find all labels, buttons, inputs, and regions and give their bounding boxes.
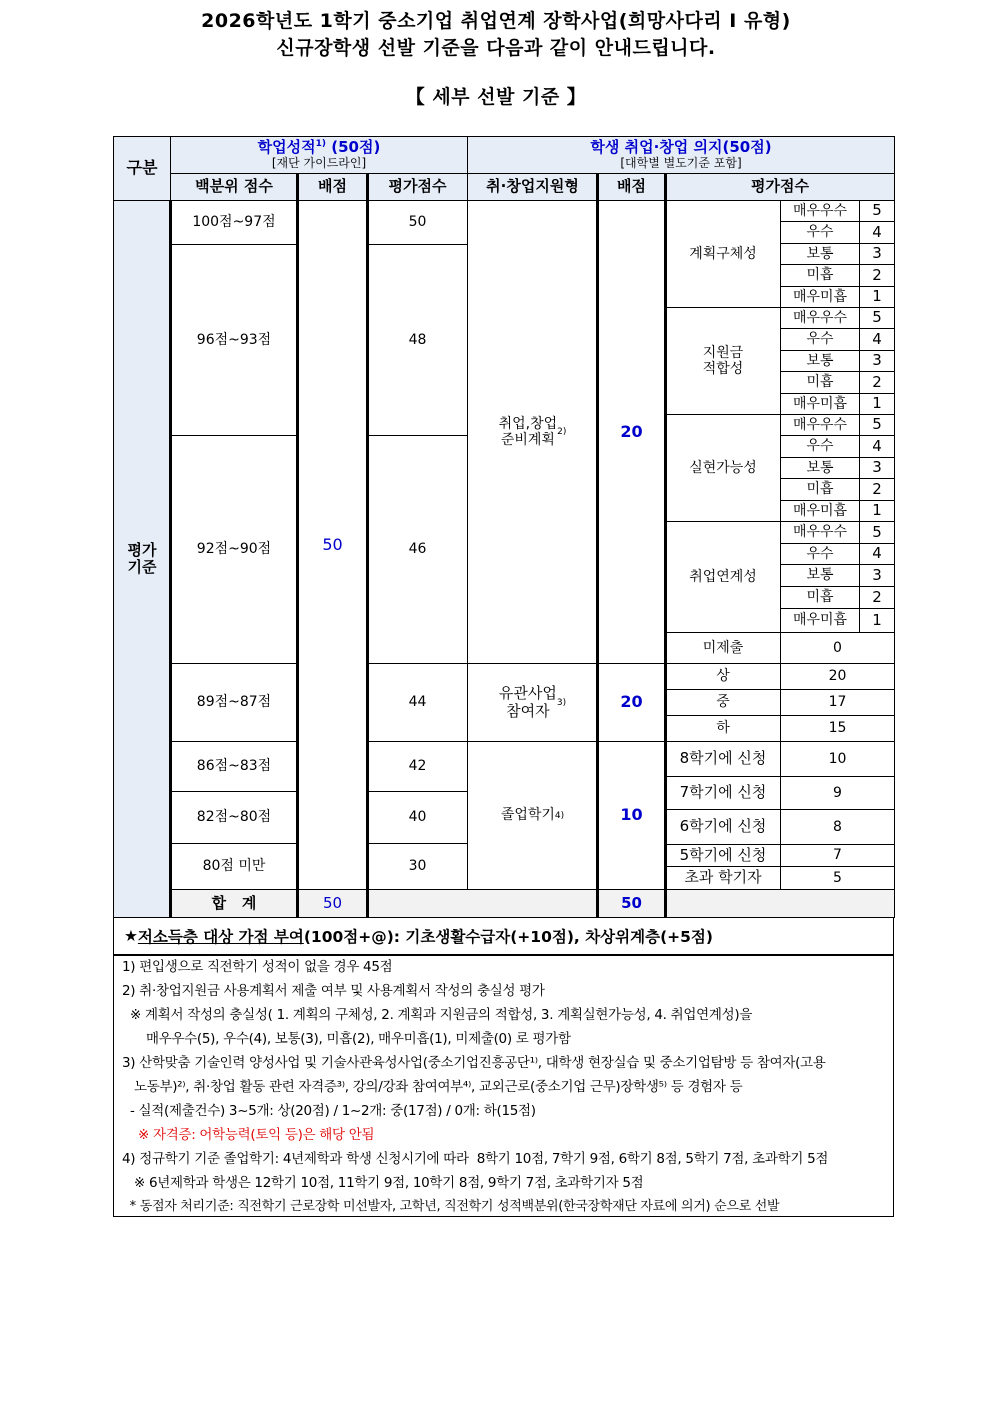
total-blank-right [665,889,895,918]
rating-label-cell: 보통 [780,243,860,265]
bonus-banner [113,917,894,955]
rating-label-cell: 매우미흡 [780,286,860,308]
rating-value-cell: 3 [859,350,895,372]
rating-value-cell: 5 [859,307,895,329]
footnote-line: 노동부)²⁾, 취·창업 활동 관련 자격증³⁾, 강의/강좌 참여여부⁴⁾, 교외근로(중소기업 근무)장학생⁵⁾ 등 경험자 등 [122,1079,743,1095]
total-label: 합 계 [170,889,298,918]
footnote-line: - 실적(제출건수) 3~5개: 상(20점) / 1~2개: 중(17점) / 0개: 하(15점) [122,1103,536,1119]
footnote-line: 1) 편입생으로 직전학기 성적이 없을 경우 45점 [122,959,393,975]
rating-value-cell: 4 [859,221,895,244]
related-level-value: 15 [780,715,895,742]
header-will: 학생 취업·창업 의지(50점) [대학별 별도기준 포함] [467,136,895,174]
rating-value-cell: 3 [859,564,895,587]
graduation-level-value: 8 [780,809,895,845]
rating-value-cell: 1 [859,608,895,633]
rating-value-cell: 2 [859,478,895,501]
rating-value-cell: 5 [859,200,895,222]
academic-score-cell: 46 [367,435,468,664]
header-alloc-academic: 배점 [297,173,368,201]
bonus-detail: (100점+@): 기초생활수급자(+10점), 차상위계층(+5점) [303,928,713,946]
total-will: 50 [597,889,666,918]
related-level-value: 20 [780,663,895,690]
footnote-line: 2) 취·창업지원금 사용계획서 제출 여부 및 사용계획서 작성의 충실성 평가 [122,983,545,999]
rating-label-cell: 미흡 [780,371,860,394]
academic-alloc-cell: 50 [297,200,368,890]
academic-range-cell: 86점~83점 [170,741,298,792]
graduation-level-value: 5 [780,866,895,890]
graduation-level-label: 6학기에 신청 [665,809,781,845]
rating-value-cell: 5 [859,521,895,544]
rating-label-cell: 매우우수 [780,307,860,329]
footnote-line: ※ 6년제학과 학생은 12학기 10점, 11학기 9점, 10학기 8점, 9학기 7점, 초과학기자 5점 [122,1175,644,1191]
footnote-line: 3) 산학맞춤 기술인력 양성사업 및 기술사관육성사업(중소기업진흥공단¹⁾, 대학생 현장실습 및 중소기업탐방 등 참여자(고용 [122,1055,826,1071]
footnote-line: 4) 정규학기 기준 졸업학기: 4년제학과 학생 신청시기에 따라 8학기 10점, 7학기 9점, 6학기 8점, 5학기 7점, 초과학기 5점 [122,1151,829,1167]
academic-range-cell: 92점~90점 [170,435,298,664]
header-alloc-will: 배점 [597,173,666,201]
header-academic: 학업성적$^{1)}$ (50점) [재단 가이드라인] [170,136,468,174]
academic-score-cell: 40 [367,791,468,844]
academic-score-cell: 48 [367,244,468,436]
graduation-level-label: 5학기에 신청 [665,844,781,867]
not-submitted-label: 미제출 [665,632,781,664]
column-divider [664,173,667,917]
plan-type-cell: 취업,창업 준비계획 2) [467,200,598,664]
header-eval-academic: 평가점수 [367,173,468,201]
rating-label-cell: 우수 [780,435,860,458]
rating-label-cell: 매우우수 [780,414,860,436]
star-icon: ★ [124,927,138,945]
total-blank [367,889,598,918]
rating-value-cell: 1 [859,286,895,308]
rating-label-cell: 미흡 [780,586,860,609]
rating-value-cell: 2 [859,264,895,287]
related-level-label: 중 [665,689,781,716]
rating-label-cell: 보통 [780,457,860,479]
academic-score-cell: 44 [367,663,468,742]
graduation-level-value: 9 [780,776,895,810]
rating-value-cell: 3 [859,243,895,265]
plan-alloc-cell: 20 [597,200,666,664]
academic-score-cell: 30 [367,843,468,890]
rating-label-cell: 우수 [780,328,860,351]
footnote-line: ※ 자격증: 어학능력(토익 등)은 해당 안됨 [122,1127,375,1143]
academic-range-cell: 82점~80점 [170,791,298,844]
graduation-type-cell: 졸업학기 4) [467,741,598,890]
related-alloc-cell: 20 [597,663,666,742]
rating-label-cell: 미흡 [780,264,860,287]
graduation-level-label: 7학기에 신청 [665,776,781,810]
graduation-level-value: 10 [780,741,895,777]
page-title-line2: 신규장학생 선발 기준을 다음과 같이 안내드립니다. [276,37,716,59]
rating-label-cell: 보통 [780,350,860,372]
rating-label-cell: 우수 [780,543,860,565]
rating-label-cell: 보통 [780,564,860,587]
column-divider [296,173,299,917]
header-support-type: 취·창업지원형 [467,173,598,201]
column-divider [169,200,172,917]
graduation-level-value: 7 [780,844,895,867]
rating-value-cell: 3 [859,457,895,479]
related-level-value: 17 [780,689,895,716]
rating-label-cell: 매우미흡 [780,608,860,633]
rating-label-cell: 미흡 [780,478,860,501]
plan-criterion-cell: 지원금 적합성 [665,307,781,415]
rating-value-cell: 4 [859,435,895,458]
academic-score-cell: 50 [367,200,468,245]
academic-range-cell: 96점~93점 [170,244,298,436]
related-level-label: 하 [665,715,781,742]
column-divider [366,173,369,917]
page-title-line1: 2026학년도 1학기 중소기업 취업연계 장학사업(희망사다리 I 유형) [201,10,791,32]
header-percentile: 백분위 점수 [170,173,298,201]
rating-value-cell: 5 [859,414,895,436]
rating-value-cell: 4 [859,328,895,351]
academic-range-cell: 89점~87점 [170,663,298,742]
academic-score-cell: 42 [367,741,468,792]
section-title: 【 세부 선발 기준 】 [405,86,587,108]
footnote-line: 매우우수(5), 우수(4), 보통(3), 미흡(2), 매우미흡(1), 미제출(0) 로 평가함 [122,1031,571,1047]
rating-label-cell: 매우우수 [780,200,860,222]
plan-criterion-cell: 계획구체성 [665,200,781,308]
footnote-line: ※ 계획서 작성의 충실성( 1. 계획의 구체성, 2. 계획과 지원금의 적합성, 3. 계획실현가능성, 4. 취업연계성)을 [122,1007,753,1023]
related-type-cell: 유관사업 참여자 3) [467,663,598,742]
rating-label-cell: 매우우수 [780,521,860,544]
graduation-level-label: 8학기에 신청 [665,741,781,777]
rating-label-cell: 매우미흡 [780,500,860,522]
not-submitted-value: 0 [780,632,895,664]
plan-criterion-cell: 취업연계성 [665,521,781,633]
rating-value-cell: 1 [859,393,895,415]
plan-criterion-cell: 실현가능성 [665,414,781,522]
rating-value-cell: 4 [859,543,895,565]
bonus-title: 저소득층 대상 가점 부여 [137,928,304,946]
header-eval-will: 평가점수 [665,173,895,201]
rating-label-cell: 우수 [780,221,860,244]
academic-range-cell: 100점~97점 [170,200,298,245]
academic-range-cell: 80점 미만 [170,843,298,890]
footnote-line: * 동점자 처리기준: 직전학기 근로장학 미선발자, 고학년, 직전학기 성적백분위(한국장학재단 자료에 의거) 순으로 선발 [122,1199,780,1214]
header-gubun: 구분 [113,136,171,201]
rating-value-cell: 2 [859,371,895,394]
graduation-level-label: 초과 학기자 [665,866,781,890]
column-divider [596,173,599,917]
graduation-alloc-cell: 10 [597,741,666,890]
rating-value-cell: 1 [859,500,895,522]
related-level-label: 상 [665,663,781,690]
rating-label-cell: 매우미흡 [780,393,860,415]
row-label-criteria: 평가 기준 [113,200,171,918]
total-academic: 50 [297,889,368,918]
rating-value-cell: 2 [859,586,895,609]
